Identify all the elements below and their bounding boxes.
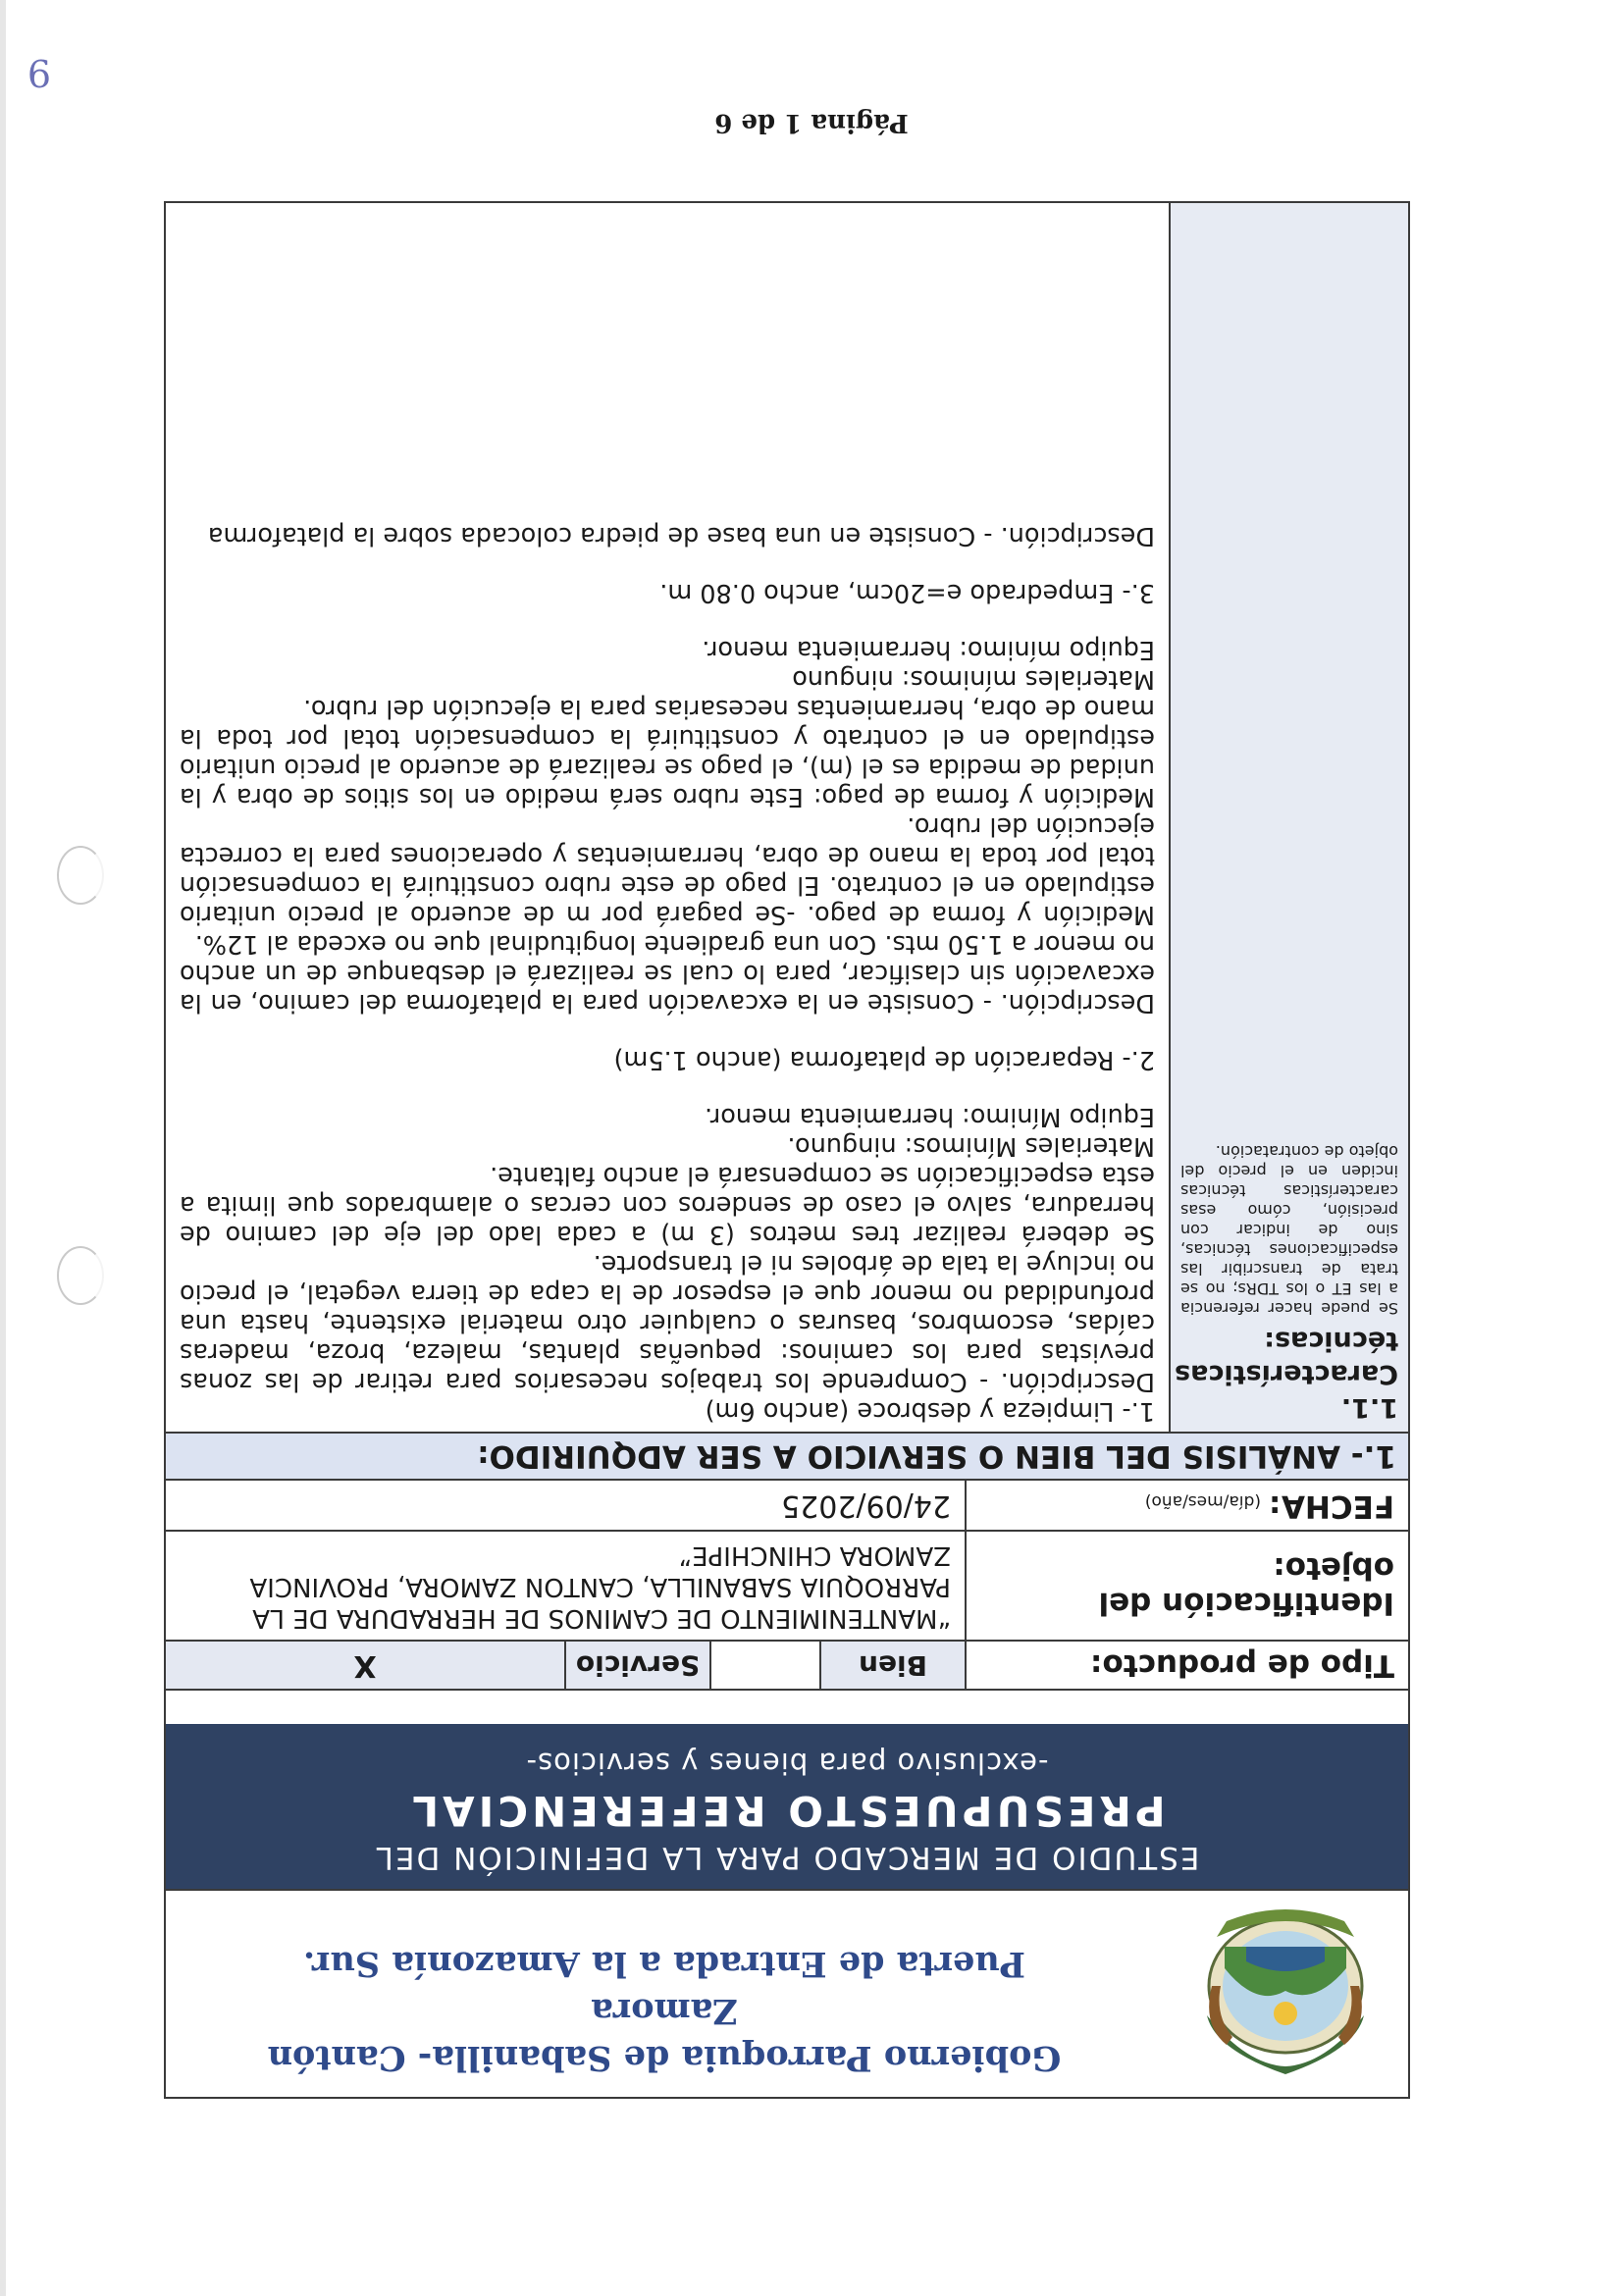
paragraph-gap	[180, 1018, 1155, 1045]
parish-seal-logo	[1187, 1904, 1384, 2085]
page-number: Página 1 de 6	[714, 108, 909, 137]
paragraph-gap	[180, 550, 1155, 578]
technical-characteristics-cell	[1169, 203, 1408, 1432]
item2-payment-1: Medición y forma de pago. -Se pagará por m de acuerdo al precio unitario estipulado en el contrato. El pago de este rubro constituirá la compensación total por toda la mano de obra, herramientas y operaciones para la correcta ejecución del rubro.	[180, 811, 1155, 929]
product-type-row	[166, 1640, 1408, 1689]
org-name-line2: Zamora	[591, 1991, 738, 2031]
object-identification-label: Identificación del objeto:	[965, 1532, 1408, 1640]
date-value: 24/09/2025	[781, 1488, 951, 1523]
banner-subtitle: -exclusivo para bienes y servicios-	[525, 1747, 1049, 1780]
product-type-label: Tipo de producto:	[965, 1642, 1408, 1689]
organization-cell	[166, 1891, 1163, 2097]
punch-hole-bottom	[57, 1246, 104, 1305]
item1-title: 1.- Limpieza y desbroce (ancho 6m)	[705, 1396, 1155, 1426]
form-frame	[164, 201, 1410, 2099]
option-servicio-checkbox: X	[166, 1642, 564, 1689]
item2-materials: Materiales mínimos: ninguno	[792, 664, 1155, 694]
item1-equipment: Equipo Mínimo: herramienta menor.	[705, 1102, 1155, 1131]
title-banner	[166, 1724, 1408, 1889]
punch-hole-top	[57, 846, 104, 905]
banner-title: PRESUPUESTO REFERENCIAL	[408, 1787, 1166, 1835]
scan-edge	[0, 0, 6, 2296]
org-motto: Puerta de Entrada a la Amazonía Sur.	[302, 1944, 1026, 1984]
paragraph-gap	[180, 1074, 1155, 1102]
analysis-body	[166, 203, 1408, 1432]
option-servicio-label: Servicio	[564, 1642, 709, 1689]
spacer-row	[166, 1689, 1408, 1724]
paragraph-gap	[180, 607, 1155, 635]
item1-description: Descripción. - Comprende los trabajos necesarios para retirar de las zonas previstas para los caminos: pequeñas plantas, maleza, broza, maderas caídas, escombros, basuras o cualquier otro material existente, hasta una profundidad no menor que el espesor de la capa de tierra vegetal, el precio no incluye la tala de árboles ni el transporte.	[180, 1249, 1155, 1396]
option-bien-label: Bien	[819, 1642, 965, 1689]
item2-title: 2.- Reparación de plataforma (ancho 1.5m)	[613, 1045, 1155, 1074]
date-row	[166, 1479, 1408, 1530]
item1-extra: Se deberá realizar tres metros (3 m) a cada lado del eje del camino de herradura, salvo el caso de senderos con cercas o alambrados que limita a esta especificación se compensará el ancho faltante.	[180, 1161, 1155, 1249]
option-bien-checkbox	[709, 1642, 819, 1689]
date-label	[965, 1481, 1408, 1530]
technical-characteristics-title: 1.1. Características técnicas:	[1175, 1326, 1398, 1423]
item2-description: Descripción. - Consiste en la excavación para la plataforma del camino, en la excavación sin clasificar, para lo cual se realizará el desbanque de un ancho no menor a 1.50 mts. Con una gradiente longitudinal que no exceda al 12%.	[180, 929, 1155, 1018]
date-label-text: FECHA:	[1268, 1488, 1394, 1524]
item3-title: 3.- Empedrado e=20cm, ancho 0.80 m.	[659, 578, 1155, 607]
item2-payment-2: Medición y forma de pago: Este rubro será medido en los sitios de obra y la unidad de medida es el (m), el pago se realizará de acuerdo al precio unitario estipulado en el contrato y constituirá la compensación total por toda la mano de obra, herramientas necesarias para la ejecución del rubro.	[180, 694, 1155, 811]
object-identification-value: “MANTENIMIENTO DE CAMINOS DE HERRADURA DE LA PARROQUIA SABANILLA, CANTON ZAMORA, PROVINCIA ZAMORA CHINCHIPE”	[249, 1540, 951, 1633]
item2-equipment: Equipo mínimo: herramienta menor.	[702, 635, 1155, 664]
handwritten-page-mark: 6	[26, 53, 51, 96]
item1-materials: Materiales Mínimos: ninguno.	[787, 1131, 1155, 1161]
header-row	[166, 1889, 1408, 2097]
org-name-line1: Gobierno Parroquia de Sabanilla- Cantón	[267, 2038, 1062, 2078]
technical-description-cell	[166, 203, 1169, 1432]
date-format-hint: (día/mes/año)	[1144, 1491, 1261, 1511]
item3-description: Descripción. - Consiste en una base de piedra colocada sobre la plataforma	[207, 521, 1155, 550]
section-heading-analysis: 1.- ANÁLISIS DEL BIEN O SERVICIO A SER ADQUIRIDO:	[166, 1432, 1408, 1479]
technical-characteristics-note: Se puede hacer referencia a las ET o los TDRs; no se trata de transcribir las especificaciones técnicas, sino de indicar con precisión, cómo esas características técnicas inciden en el precio del objeto de contratación.	[1180, 1142, 1398, 1318]
object-identification-row	[166, 1530, 1408, 1640]
logo-cell	[1163, 1891, 1408, 2097]
banner-line1: ESTUDIO DE MERCADO PARA LA DEFINICIÓN DEL	[374, 1840, 1200, 1875]
